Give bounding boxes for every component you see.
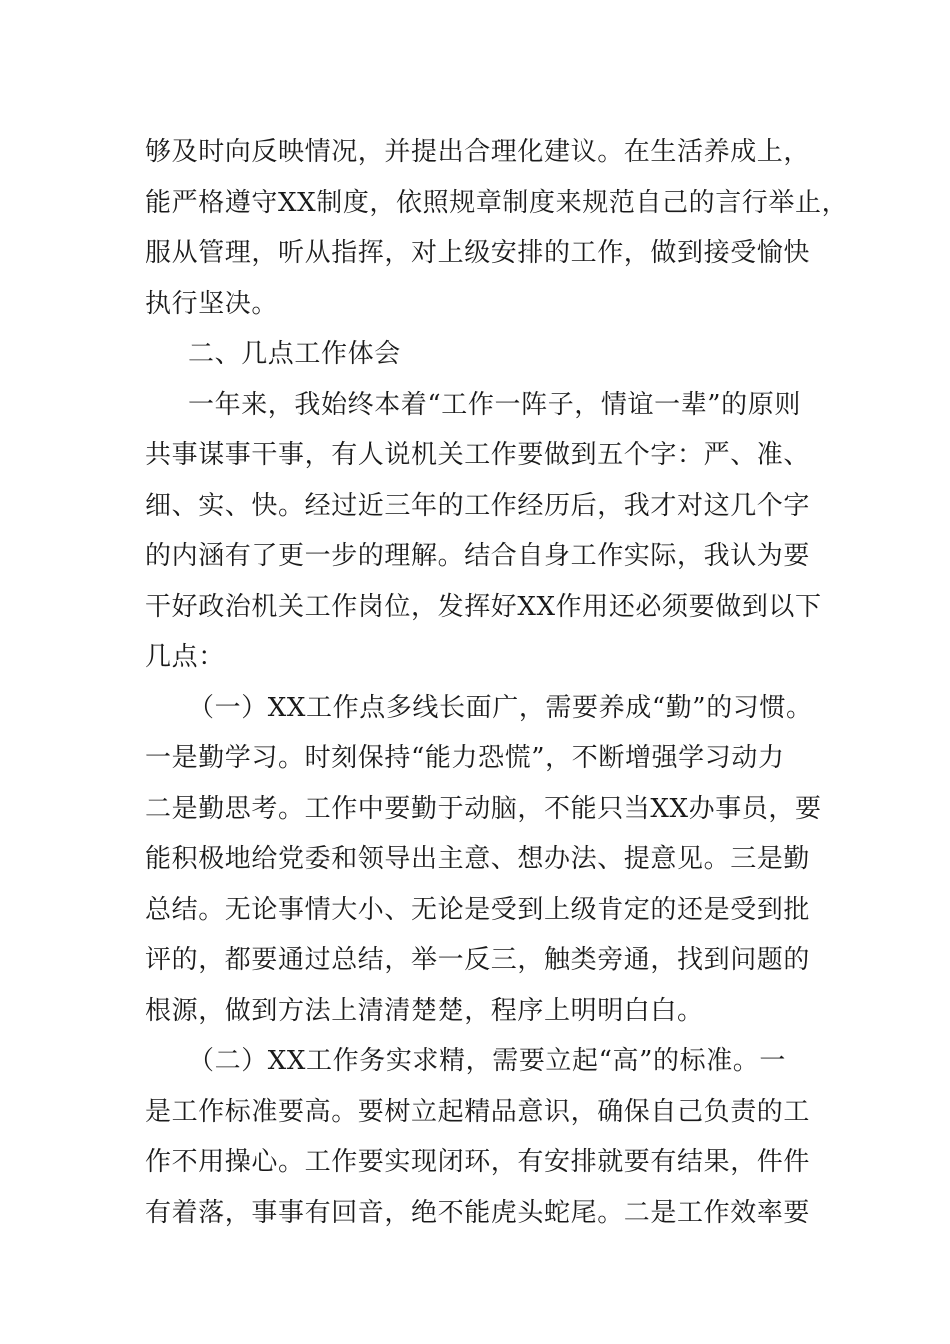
text-line: 根源，做到方法上清清楚楚，程序上明明白白。 — [145, 995, 704, 1026]
paragraph-start: 一年来，我始终本着“工作一阵子，情谊一辈”的原则 — [188, 389, 801, 420]
text-line: 总结。无论事情大小、无论是受到上级肯定的还是受到批 — [145, 894, 811, 925]
document-body — [145, 127, 849, 1238]
text-line: 是工作标准要高。要树立起精品意识，确保自己负责的工 — [145, 1096, 811, 1127]
text-line: 能积极地给党委和领导出主意、想办法、提意见。三是勤 — [145, 844, 811, 874]
text-line: 作不用操心。工作要实现闭环，有安排就要有结果，件件 — [145, 1147, 811, 1177]
text-line: 细、实、快。经过近三年的工作经历后，我才对这几个字 — [145, 490, 811, 521]
text-line: 干好政治机关工作岗位，发挥好XX作用还必须要做到以下 — [145, 591, 822, 622]
text-line: 的内涵有了更一步的理解。结合自身工作实际，我认为要 — [145, 541, 811, 571]
text-line: 共事谋事干事，有人说机关工作要做到五个字：严、准、 — [145, 440, 811, 470]
text-line: 有着落，事事有回音，绝不能虎头蛇尾。二是工作效率要 — [145, 1197, 811, 1228]
subsection-heading: （一）XX工作点多线长面广，需要养成“勤”的习惯。 — [188, 692, 813, 723]
text-line: 二是勤思考。工作中要勤于动脑，不能只当XX办事员，要 — [145, 793, 822, 824]
text-line: 评的，都要通过总结，举一反三，触类旁通，找到问题的 — [145, 945, 811, 975]
text-line: 几点： — [145, 642, 225, 672]
text-line: 执行坚决。 — [145, 288, 279, 319]
text-line: 能严格遵守XX制度，依照规章制度来规范自己的言行举止， — [145, 187, 849, 218]
text-line: 服从管理，听从指挥，对上级安排的工作，做到接受愉快 — [145, 238, 811, 268]
text-line: 一是勤学习。时刻保持“能力恐慌”，不断增强学习动力 — [145, 743, 785, 773]
subsection-heading: （二）XX工作务实求精，需要立起“高”的标准。一 — [188, 1046, 787, 1076]
text-line: 够及时向反映情况，并提出合理化建议。在生活养成上， — [145, 137, 811, 167]
section-heading: 二、几点工作体会 — [188, 339, 401, 369]
